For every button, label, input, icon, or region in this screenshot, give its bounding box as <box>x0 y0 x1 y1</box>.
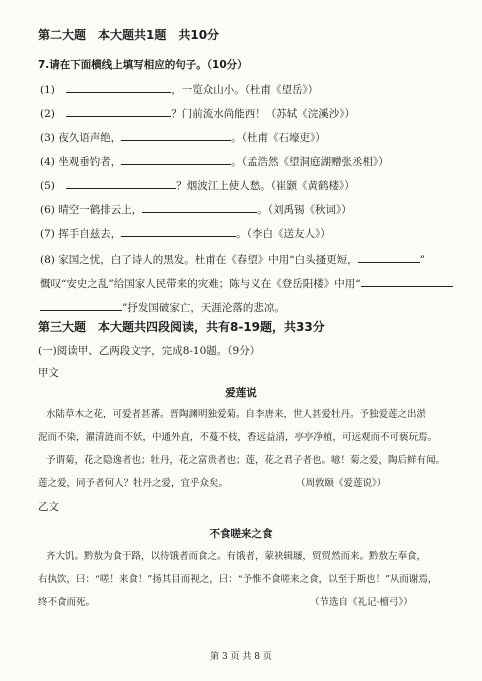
text-b-line: 终不食而死。 <box>38 597 96 608</box>
fill-item-5 <box>40 178 355 193</box>
page-footer: 第 3 页 共 8 页 <box>210 652 272 662</box>
answer-blank[interactable] <box>121 130 231 141</box>
item-text: ，一览众山小。（杜甫《望岳》） <box>171 84 319 96</box>
item-text: (8) 家国之忧，白了诗人的黑发。杜甫在《春望》中用“白头搔更短， <box>40 254 358 266</box>
answer-blank[interactable] <box>361 276 453 287</box>
text-a-label: 甲文 <box>38 367 59 379</box>
text-b-line: 右执饮，曰：“嗟！来食！”扬其目而视之，曰：“予惟不食嗟来之食，以至于斯也！”从而谢焉， <box>38 574 438 585</box>
item-text: ”抒发国破家亡，天涯沦落的悲凉。 <box>122 302 285 314</box>
answer-blank[interactable] <box>358 252 420 263</box>
answer-blank[interactable] <box>66 178 176 189</box>
item-text-before: 坐观垂钓者， <box>58 156 122 168</box>
fill-item-7 <box>40 226 331 241</box>
section3-heading: 第三大题 本大题共四段阅读，共有8-19题，共33分 <box>38 320 325 334</box>
item-number: (3) <box>40 132 55 144</box>
text-b-source: （节选自《礼记·檀弓》） <box>310 597 413 608</box>
text-a-line: 予谓菊，花之隐逸者也；牡丹，花之富贵者也；莲，花之君子者也。噫！菊之爱，陶后鲜有闻。 <box>46 455 446 466</box>
text-a-title: 爱莲说 <box>225 387 257 399</box>
text-b-line: 齐大饥。黔敖为食于路，以待饿者而食之。有饿者，蒙袂辑屦，贸贸然而来。黔敖左奉食， <box>46 551 427 562</box>
item-text-before: 挥手自兹去， <box>58 228 122 240</box>
fill-item-2 <box>40 106 355 121</box>
section2-heading: 第二大题 本大题共1题 共10分 <box>38 28 220 42</box>
item-text: 。（刘禹锡《秋词》） <box>257 204 352 216</box>
item-number: (1) <box>40 84 55 96</box>
text-a-line: 泥而不染，濯清涟而不妖，中通外直，不蔓不枝，香远益清，亭亭净植，可远观而不可亵玩焉。 <box>38 432 438 443</box>
fill-item-4 <box>40 154 389 169</box>
item-number: (7) <box>40 228 55 240</box>
item-number: (4) <box>40 156 55 168</box>
fill-item-1 <box>40 82 318 97</box>
fill-item-8-line1: (8) 家国之忧，白了诗人的黑发。杜甫在《春望》中用“白头搔更短， ” <box>40 254 425 266</box>
item-text: 。（李白《送友人》） <box>236 228 331 240</box>
question-7: 7.请在下面横线上填写相应的句子。（10分） <box>38 59 248 71</box>
item-text: ？门前流水尚能西！（苏轼《浣溪沙》） <box>171 108 355 120</box>
answer-blank[interactable] <box>40 300 122 311</box>
answer-blank[interactable] <box>66 82 171 93</box>
item-text: 。（杜甫《石壕吏》） <box>231 132 326 144</box>
item-text: 。（孟浩然《望洞庭湖赠张丞相》） <box>231 156 389 168</box>
item-text-before: 夜久语声绝， <box>58 132 122 144</box>
item-number: (6) <box>40 204 55 216</box>
fill-item-8-line3 <box>40 300 285 315</box>
text-b-title: 不食嗟来之食 <box>209 528 273 540</box>
fill-item-3 <box>40 130 326 145</box>
item-text: ？烟波江上使人愁。（崔颢《黄鹤楼》） <box>176 180 355 192</box>
text-a-line: 水陆草木之花，可爱者甚蕃。晋陶渊明独爱菊。自李唐来，世人甚爱牡丹。予独爱莲之出淤 <box>46 409 427 420</box>
answer-blank[interactable] <box>121 226 236 237</box>
reading-part-1: (一)阅读甲、乙两段文字，完成8-10题。（9分） <box>38 345 261 357</box>
text-a-line: 莲之爱，同予者何人？牡丹之爱，宜乎众矣。 <box>38 478 229 489</box>
fill-item-8-line2 <box>40 276 453 291</box>
text-a-source: （周敦颐《爱莲说》） <box>296 478 387 489</box>
answer-blank[interactable] <box>66 106 171 117</box>
item-text-before: 晴空一鹤排云上， <box>58 204 143 216</box>
answer-blank[interactable] <box>142 202 257 213</box>
item-text: 慨叹“安史之乱”给国家人民带来的灾难；陈与义在《登岳阳楼》中用“ <box>40 278 361 290</box>
fill-item-6 <box>40 202 352 217</box>
answer-blank[interactable] <box>121 154 231 165</box>
text-b-label: 乙文 <box>38 501 59 513</box>
item-number: (2) <box>40 108 55 120</box>
item-number: (5) <box>40 180 55 192</box>
